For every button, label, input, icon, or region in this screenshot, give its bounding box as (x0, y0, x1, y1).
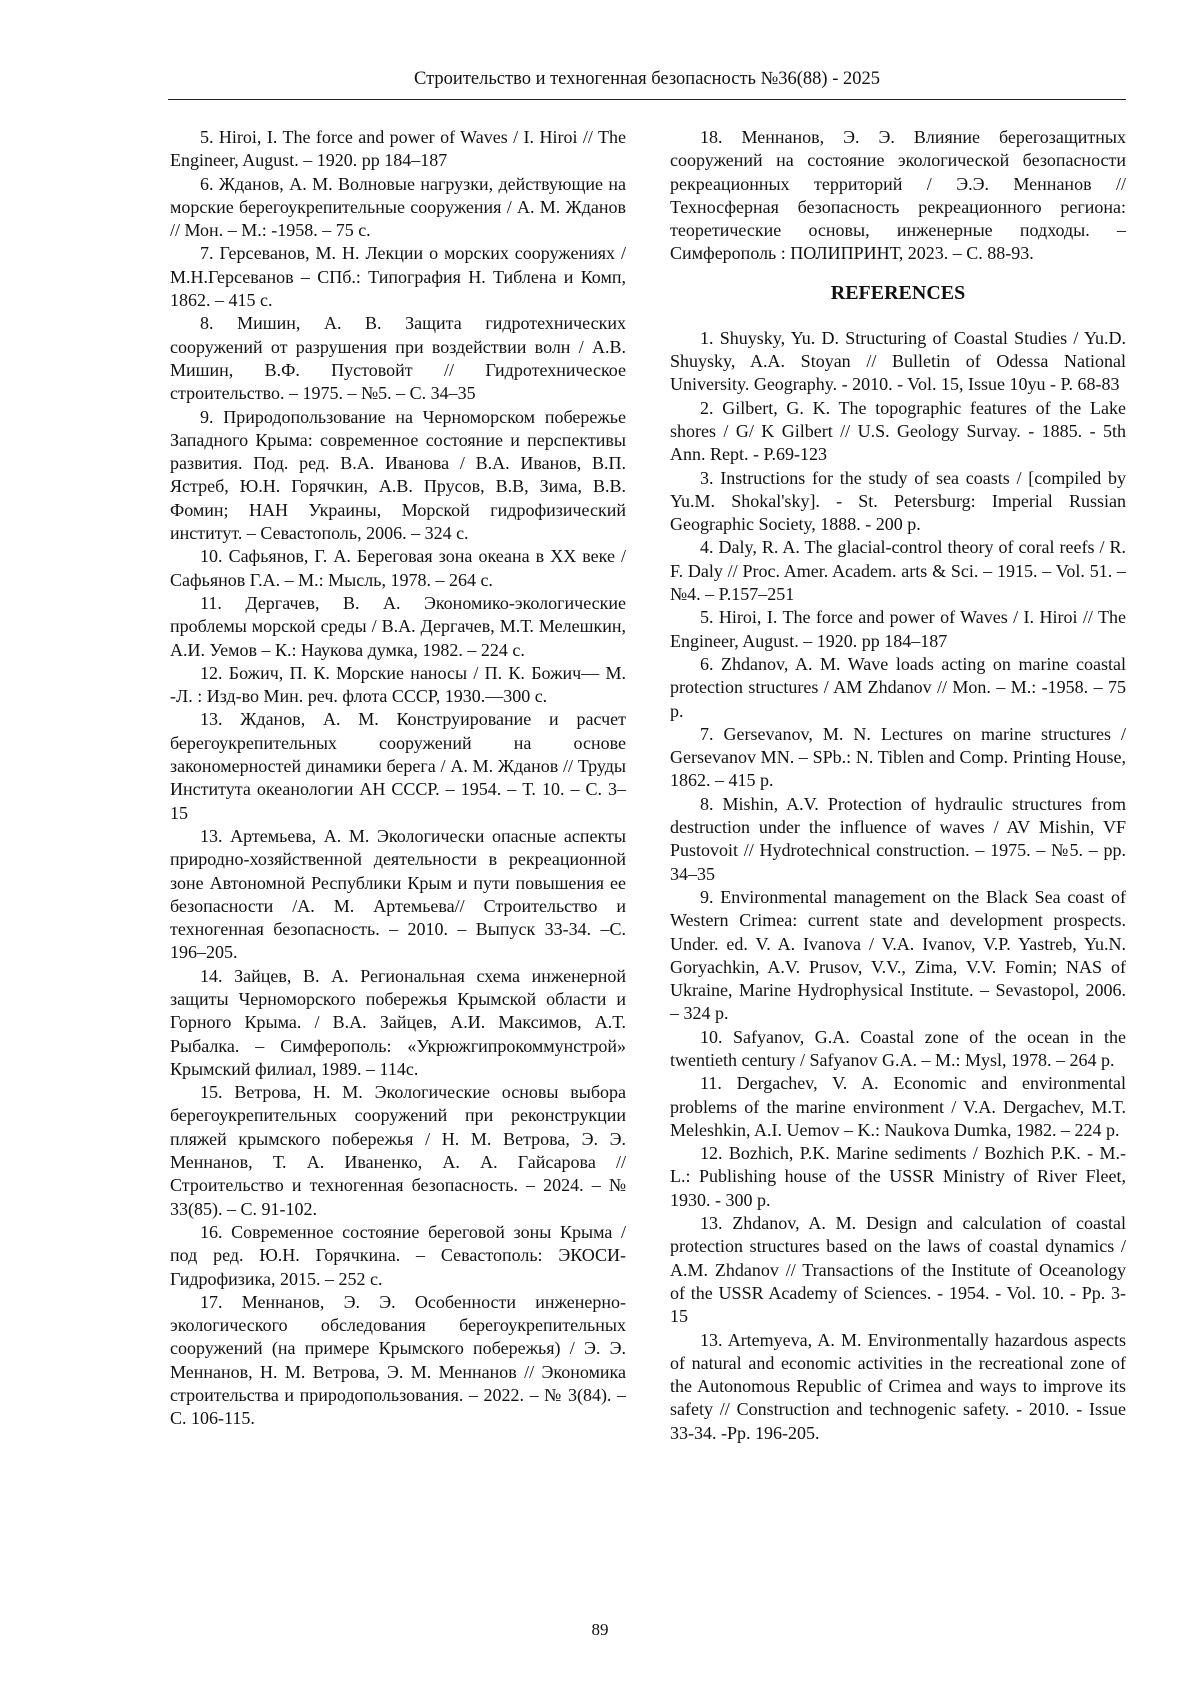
reference-item: 8. Мишин, А. В. Защита гидротехнических сооружений от разрушения при воздействии волн / А.В. Мишин, В.Ф. Пустовойт // Гидротехническое строительство. – 1975. – №5. – С. 34–35 (170, 313, 626, 404)
reference-item: 13. Artemyeva, A. M. Environmentally hazardous aspects of natural and economic activities in the recreational zone of the Autonomous Republic of Crimea and ways to improve its safety // Construction and technogenic safety. - 2010. - Issue 33-34. -Pp. 196-205. (670, 1329, 1126, 1443)
reference-item: 16. Современное состояние береговой зоны Крыма / под ред. Ю.Н. Горячкина. – Севастополь: ЭКОСИ-Гидрофизика, 2015. – 252 с. (170, 1221, 626, 1289)
reference-item: 13. Артемьева, А. М. Экологически опасные аспекты природно-хозяйственной деятельности в рекреационной зоне Автономной Республики Крым и пути повышения ее безопасности /А. М. Артемьева// Строительство и техногенная безопасность. – 2010. – Выпуск 33-34. –С. 196–205. (170, 825, 626, 963)
reference-item: 13. Zhdanov, A. M. Design and calculation of coastal protection structures based on the laws of coastal dynamics / A.M. Zhdanov // Transactions of the Institute of Oceanology of the USSR Academy of Sciences. - 1954. - Vol. 10. - Pp. 3-15 (670, 1213, 1126, 1327)
left-column (170, 126, 626, 1431)
reference-item: 7. Герсеванов, М. Н. Лекции о морских сооружениях / М.Н.Герсеванов – СПб.: Типография Н. Тиблена и Комп, 1862. – 415 с. (170, 243, 626, 311)
reference-item: 17. Меннанов, Э. Э. Особенности инженерно-экологического обследования берегоукрепительных сооружений (на примере Крымского побережья) / Э. Э. Меннанов, Н. М. Ветрова, Э. М. Меннанов // Экономика строительства и природопользования. – 2022. – № 3(84). – С. 106-115. (170, 1291, 626, 1429)
journal-title: Строительство и техногенная безопасность №36(88) - 2025 (414, 69, 880, 89)
reference-item: 9. Environmental management on the Black Sea coast of Western Crimea: current state and development prospects. Under. ed. V. A. Ivanova / V.A. Ivanov, V.P. Yastreb, Yu.N. Goryachkin, A.V. Prusov, V.V., Zima, V.V. Fomin; NAS of Ukraine, Marine Hydrophysical Institute. – Sevastopol, 2006. – 324 p. (670, 886, 1126, 1024)
page-number: 89 (591, 1620, 609, 1639)
reference-item: 18. Меннанов, Э. Э. Влияние берегозащитных сооружений на состояние экологической безопасности рекреационных территорий / Э.Э. Меннанов // Техносферная безопасность рекреационного региона: теоретические основы, инженерные подходы. – Симферополь : ПОЛИПРИНТ, 2023. – С. 88-93. (670, 127, 1126, 264)
reference-item: 3. Instructions for the study of sea coasts / [compiled by Yu.M. Shokal'sky]. - St. Petersburg: Imperial Russian Geographic Society, 1888. - 200 p. (670, 467, 1126, 535)
right-column (670, 126, 1126, 1445)
references-heading: REFERENCES (830, 281, 966, 304)
reference-item: 12. Bozhich, P.K. Marine sediments / Bozhich P.K. - M.-L.: Publishing house of the USSR Ministry of River Fleet, 1930. - 300 p. (670, 1143, 1126, 1210)
reference-item: 2. Gilbert, G. K. The topographic features of the Lake shores / G/ K Gilbert // U.S. Geology Survay. - 1885. - 5th Ann. Rept. - P.69-123 (670, 397, 1126, 465)
reference-item: 10. Safyanov, G.A. Coastal zone of the ocean in the twentieth century / Safyanov G.A. – M.: Mysl, 1978. – 264 p. (670, 1026, 1126, 1070)
reference-item: 5. Hiroi, I. The force and power of Waves / I. Hiroi // The Engineer, August. – 1920. pp 184–187 (170, 127, 626, 171)
journal-header (168, 66, 1126, 100)
reference-item: 13. Жданов, А. М. Конструирование и расчет берегоукрепительных сооружений на основе закономерностей динамики берега / А. М. Жданов // Труды Института океанологии АН СССР. – 1954. – Т. 10. – С. 3– 15 (170, 709, 626, 823)
reference-item: 1. Shuysky, Yu. D. Structuring of Coastal Studies / Yu.D. Shuysky, A.A. Stoyan // Bulletin of Odessa National University. Geography. - 2010. - Vol. 15, Issue 10yu - P. 68-83 (670, 327, 1126, 395)
reference-item: 15. Ветрова, Н. М. Экологические основы выбора берегоукрепительных сооружений при реконструкции пляжей крымского побережья / Н. М. Ветрова, Э. Э. Меннанов, Т. А. Иваненко, А. А. Гайсарова // Строительство и техногенная безопасность. – 2024. – № 33(85). – С. 91-102. (170, 1082, 626, 1219)
reference-item: 6. Zhdanov, A. M. Wave loads acting on marine coastal protection structures / AM Zhdanov // Mon. – M.: -1958. – 75 p. (670, 653, 1126, 721)
reference-item: 11. Дергачев, В. А. Экономико-экологические проблемы морской среды / В.А. Дергачев, М.Т. Мелешкин, А.И. Уемов – К.: Наукова думка, 1982. – 224 с. (170, 592, 626, 660)
reference-item: 8. Mishin, A.V. Protection of hydraulic structures from destruction under the influence of waves / AV Mishin, VF Pustovoit // Hydrotechnical construction. – 1975. – №5. – pp. 34–35 (670, 793, 1126, 884)
reference-item: 11. Dergachev, V. A. Economic and environmental problems of the marine environment / V.A. Dergachev, M.T. Meleshkin, A.I. Uemov – K.: Naukova Dumka, 1982. – 224 p. (670, 1073, 1126, 1140)
reference-item: 4. Daly, R. A. The glacial-control theory of coral reefs / R. F. Daly // Proc. Amer. Academ. arts & Sci. – 1915. – Vol. 51. – №4. – P.157–251 (670, 537, 1126, 605)
reference-item: 6. Жданов, А. М. Волновые нагрузки, действующие на морские берегоукрепительные сооружения / А. М. Жданов // Мон. – М.: -1958. – 75 с. (170, 173, 626, 241)
reference-item: 5. Hiroi, I. The force and power of Waves / I. Hiroi // The Engineer, August. – 1920. pp 184–187 (670, 607, 1126, 651)
reference-item: 9. Природопользование на Черноморском побережье Западного Крыма: современное состояние и перспективы развития. Под. ред. В.А. Иванова / В.А. Иванов, В.П. Ястреб, Ю.Н. Горячкин, А.В. Прусов, В.В, Зима, В.В. Фомин; НАН Украины, Морской гидрофизический институт. – Севастополь, 2006. – 324 с. (170, 406, 626, 544)
reference-item: 7. Gersevanov, M. N. Lectures on marine structures / Gersevanov MN. – SPb.: N. Tiblen and Comp. Printing House, 1862. – 415 p. (670, 723, 1126, 791)
reference-item: 10. Сафьянов, Г. А. Береговая зона океана в XX веке / Сафьянов Г.А. – М.: Мысль, 1978. – 264 с. (170, 546, 626, 590)
reference-item: 12. Божич, П. К. Морские наносы / П. К. Божич— М. -Л. : Изд-во Мин. реч. флота СССР, 1930.—300 с. (170, 662, 626, 707)
reference-item: 14. Зайцев, В. А. Региональная схема инженерной защиты Черноморского побережья Крымской области и Горного Крыма. / В.А. Зайцев, А.И. Максимов, А.Т. Рыбалка. – Симферополь: «Укрюжгипрокоммунстрой» Крымский филиал, 1989. – 114с. (170, 965, 626, 1079)
